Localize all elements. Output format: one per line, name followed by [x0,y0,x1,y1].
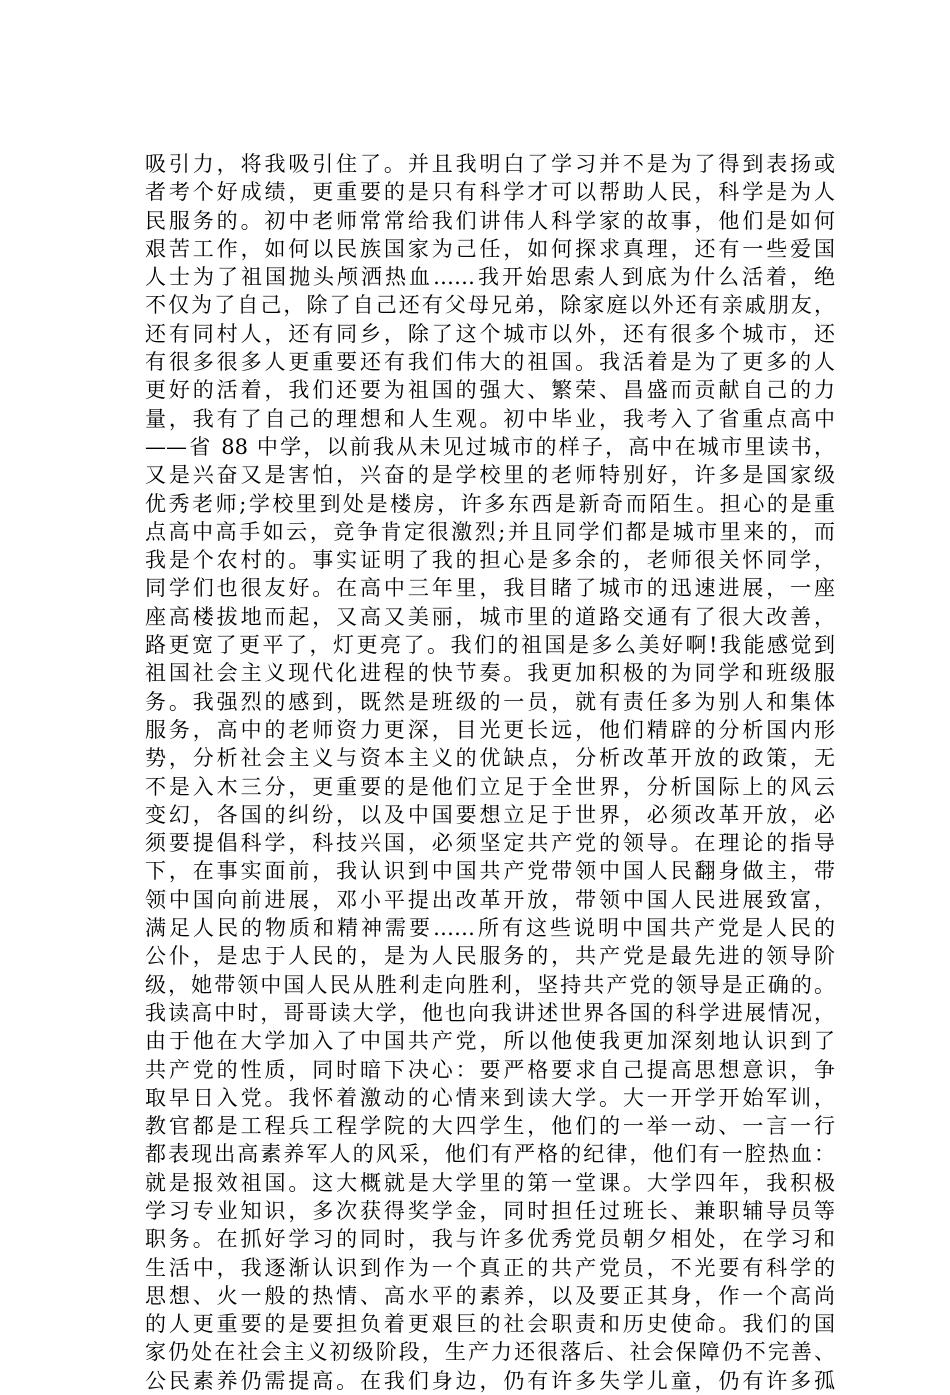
text-line: 的人更重要的是要担负着更艰巨的社会职责和历史使命。我们的国 [145,1312,835,1337]
text-line: 生活中，我逐渐认识到作为一个真正的共产党员，不光要有科学的 [145,1255,835,1280]
text-line: 变幻，各国的纠纷，以及中国要想立足于世界，必须改革开放，必 [145,802,835,827]
text-line: 我是个农村的。事实证明了我的担心是多余的，老师很关怀同学， [145,548,835,573]
text-line: 就是报效祖国。这大概就是大学里的第一堂课。大学四年，我积极 [145,1170,835,1195]
text-line: 路更宽了更平了，灯更亮了。我们的祖国是多么美好啊!我能感觉到 [145,633,835,658]
text-line: 优秀老师;学校里到处是楼房，许多东西是新奇而陌生。担心的是重 [145,491,835,516]
text-line: 务。我强烈的感到，既然是班级的一员，就有责任多为别人和集体 [145,689,835,714]
text-line: 更好的活着，我们还要为祖国的强大、繁荣、昌盛而贡献自己的力 [145,378,835,403]
text-line: 服务，高中的老师资力更深，目光更长远，他们精辟的分析国内形 [145,717,835,742]
text-line: 思想、火一般的热情、高水平的素养，以及要正其身，作一个高尚 [145,1283,835,1308]
text-line: ——省 88 中学，以前我从未见过城市的样子，高中在城市里读书， [145,434,835,459]
text-line: 教官都是工程兵工程学院的大四学生，他们的一举一动、一言一行 [145,1114,835,1139]
text-line: 都表现出高素养军人的风采，他们有严格的纪律，他们有一腔热血： [145,1142,835,1167]
text-line: 由于他在大学加入了中国共产党，所以他使我更加深刻地认识到了 [145,1029,835,1054]
text-line: 公仆，是忠于人民的，是为人民服务的，共产党是最先进的领导阶 [145,944,835,969]
text-line: 又是兴奋又是害怕，兴奋的是学校里的老师特别好，许多是国家级 [145,463,835,488]
text-line: 势，分析社会主义与资本主义的优缺点，分析改革开放的政策，无 [145,746,835,771]
text-line: 民服务的。初中老师常常给我们讲伟人科学家的故事，他们是如何 [145,208,835,233]
text-line: 我读高中时，哥哥读大学，他也向我讲述世界各国的科学进展情况， [145,1000,835,1025]
text-line: 祖国社会主义现代化进程的快节奏。我更加积极的为同学和班级服 [145,661,835,686]
text-line: 人士为了祖国抛头颅洒热血……我开始思索人到底为什么活着，绝 [145,265,835,290]
text-line: 领中国向前进展，邓小平提出改革开放，带领中国人民进展致富， [145,887,835,912]
text-line: 者考个好成绩，更重要的是只有科学才可以帮助人民，科学是为人 [145,180,835,205]
text-line: 吸引力，将我吸引住了。并且我明白了学习并不是为了得到表扬或 [145,152,835,176]
text-line: 点高中高手如云，竞争肯定很激烈;并且同学们都是城市里来的，而 [145,519,835,544]
text-line: 有很多很多人更重要还有我们伟大的祖国。我活着是为了更多的人 [145,350,835,375]
text-line: 不是入木三分，更重要的是他们立足于全世界，分析国际上的风云 [145,774,835,799]
text-line: 座高楼拔地而起，又高又美丽，城市里的道路交通有了很大改善， [145,604,835,629]
text-line: 学习专业知识，多次获得奖学金，同时担任过班长、兼职辅导员等 [145,1198,835,1223]
text-line: 艰苦工作，如何以民族国家为己任，如何探求真理，还有一些爱国 [145,236,835,261]
text-line: 公民素养仍需提高。在我们身边，仍有许多失学儿童，仍有许多孤 [145,1368,835,1393]
text-line: 级，她带领中国人民从胜利走向胜利，坚持共产党的领导是正确的。 [145,972,835,997]
text-line: 须要提倡科学，科技兴国，必须坚定共产党的领导。在理论的指导 [145,831,835,856]
text-line: 家仍处在社会主义初级阶段，生产力还很落后、社会保障仍不完善、 [145,1340,835,1365]
text-line: 还有同村人，还有同乡，除了这个城市以外，还有很多个城市，还 [145,321,835,346]
text-line: 共产党的性质，同时暗下决心：要严格要求自己提高思想意识，争 [145,1057,835,1082]
text-line: 满足人民的物质和精神需要……所有这些说明中国共产党是人民的 [145,916,835,941]
text-line: 职务。在抓好学习的同时，我与许多优秀党员朝夕相处，在学习和 [145,1227,835,1252]
text-line: 量，我有了自己的理想和人生观。初中毕业，我考入了省重点高中 [145,406,835,431]
text-line: 不仅为了自己，除了自己还有父母兄弟，除家庭以外还有亲戚朋友， [145,293,835,318]
body-text [145,150,835,1395]
text-line: 取早日入党。我怀着激动的心情来到读大学。大一开学开始军训， [145,1085,835,1110]
text-line: 下，在事实面前，我认识到中国共产党带领中国人民翻身做主，带 [145,859,835,884]
text-line: 同学们也很友好。在高中三年里，我目睹了城市的迅速进展，一座 [145,576,835,601]
